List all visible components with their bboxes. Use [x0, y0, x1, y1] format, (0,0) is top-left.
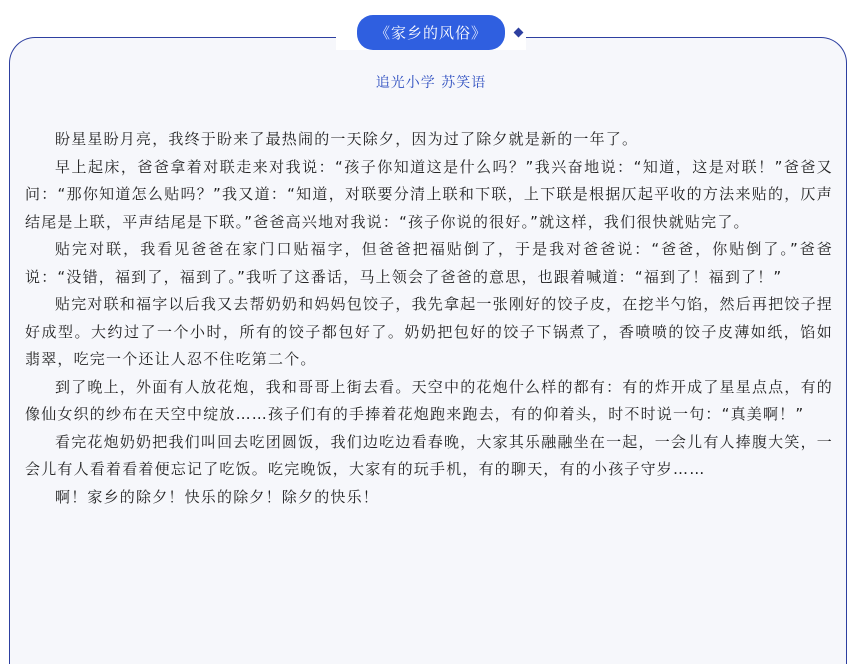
author-line: 追光小学 苏笑语	[375, 75, 487, 91]
paragraph: 盼星星盼月亮，我终于盼来了最热闹的一天除夕，因为过了除夕就是新的一年了。	[55, 130, 639, 148]
paragraph: 啊！家乡的除夕！快乐的除夕！除夕的快乐！	[55, 487, 380, 506]
title-container	[336, 14, 526, 50]
paragraph: 早上起床，爸爸拿着对联走来对我说：“孩子你知道这是什么吗？”我兴奋地说：“知道，这是对联！”爸爸又问：“那你知道怎么贴吗？”我又道：“知道，对联要分清上联和下联，上下联是根据仄起平收的方法来贴的，仄声结尾是上联，平声结尾是下联。”爸爸高兴地对我说：“孩子你说的很好。”就这样，我们很快就贴完了。	[25, 157, 833, 231]
paragraph: 看完花炮奶奶把我们叫回去吃团圆饭，我们边吃边看春晚，大家其乐融融坐在一起，一会儿有人捧腹大笑，一会儿有人看着看着便忘记了吃饭。吃完晚饭，大家有的玩手机，有的聊天，有的小孩子守岁……	[25, 432, 833, 478]
article-body	[25, 126, 833, 511]
paragraph: 贴完对联和福字以后我又去帮奶奶和妈妈包饺子，我先拿起一张刚好的饺子皮，在挖半勺馅，然后再把饺子捏好成型。大约过了一个小时，所有的饺子都包好了。奶奶把包好的饺子下锅煮了，香喷喷的饺子皮薄如纸，馅如翡翠，吃完一个还让人忍不住吃第二个。	[25, 295, 833, 368]
article-title: 《家乡的风俗》	[357, 15, 505, 50]
paragraph: 贴完对联，我看见爸爸在家门口贴福字，但爸爸把福贴倒了，于是我对爸爸说：“爸爸，你贴倒了。”爸爸说：“没错，福到了，福到了。”我听了这番话，马上领会了爸爸的意思，也跟着喊道：“福到了！福到了！”	[25, 240, 833, 286]
paragraph: 到了晚上，外面有人放花炮，我和哥哥上街去看。天空中的花炮什么样的都有：有的炸开成了星星点点，有的像仙女织的纱布在天空中绽放……孩子们有的手捧着花炮跑来跑去，有的仰着头，时不时说一句：“真美啊！”	[25, 377, 833, 423]
